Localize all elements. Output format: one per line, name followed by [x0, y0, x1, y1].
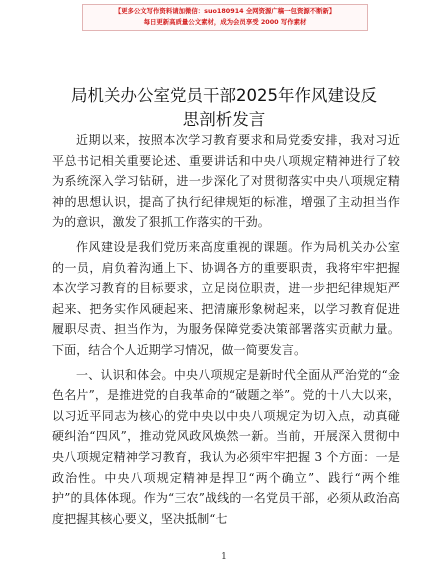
paragraph-understanding: 一、认识和体会。中央八项规定是新时代全面从严治党的“金色名片”，是推进党的自我革命的“破题之举”。党的十八大以来，以习近平同志为核心的党中央以中央八项规定为切入点，动真碰硬纠治“四风”，推动党风政风焕然一新。当前，开展深入贯彻中央八项规定精神学习教育，我认为必须牢牢把握 3 个方面：一是政治性。中央八项规定精神是捍卫“两个确立”、践行“两个维护”的具体体现。作为“三农”战线的一名党员干部，必须从政治高度把握其核心要义，坚决抵制“七: [52, 367, 400, 526]
promo-banner-line-1: 【更多公文写作资料请加微信：suo180914 全网资源广稿一包资源不断新】: [114, 7, 336, 15]
page-number: 1: [221, 552, 227, 562]
paragraph-intro: 近期以来，按照本次学习教育要求和局党委安排，我对习近平总书记相关重要论述、重要讲话和中央八项规定精神进行了较为系统深入学习钻研，进一步深化了对贯彻落实中央八项规定精神的思想认识，提高了执行纪律规矩的标准，增强了主动担当作为的意识，激发了狠抓工作落实的干劲。: [52, 133, 400, 230]
document-title: 局机关办公室党员干部2025年作风建设反思剖析发言: [71, 86, 377, 129]
paragraph-background: 作风建设是我们党历来高度重视的课题。作为局机关办公室的一员，肩负着沟通上下、协调各方的重要职责，我将牢牢把握本次学习教育的目标要求，立足岗位职责，进一步把纪律规矩严起来、把务实作风硬起来、把清廉形象树起来，以学习教育促进履职尽责、担当作为，为服务保障党委决策部署落实贡献力量。下面，结合个人近期学习情况，做一简要发言。: [52, 239, 400, 357]
document-body: [52, 130, 400, 533]
promo-banner: [82, 4, 368, 31]
promo-banner-line-2: 每日更新高质量公文素材，成为会员享受 2000 写作素材: [143, 18, 307, 26]
